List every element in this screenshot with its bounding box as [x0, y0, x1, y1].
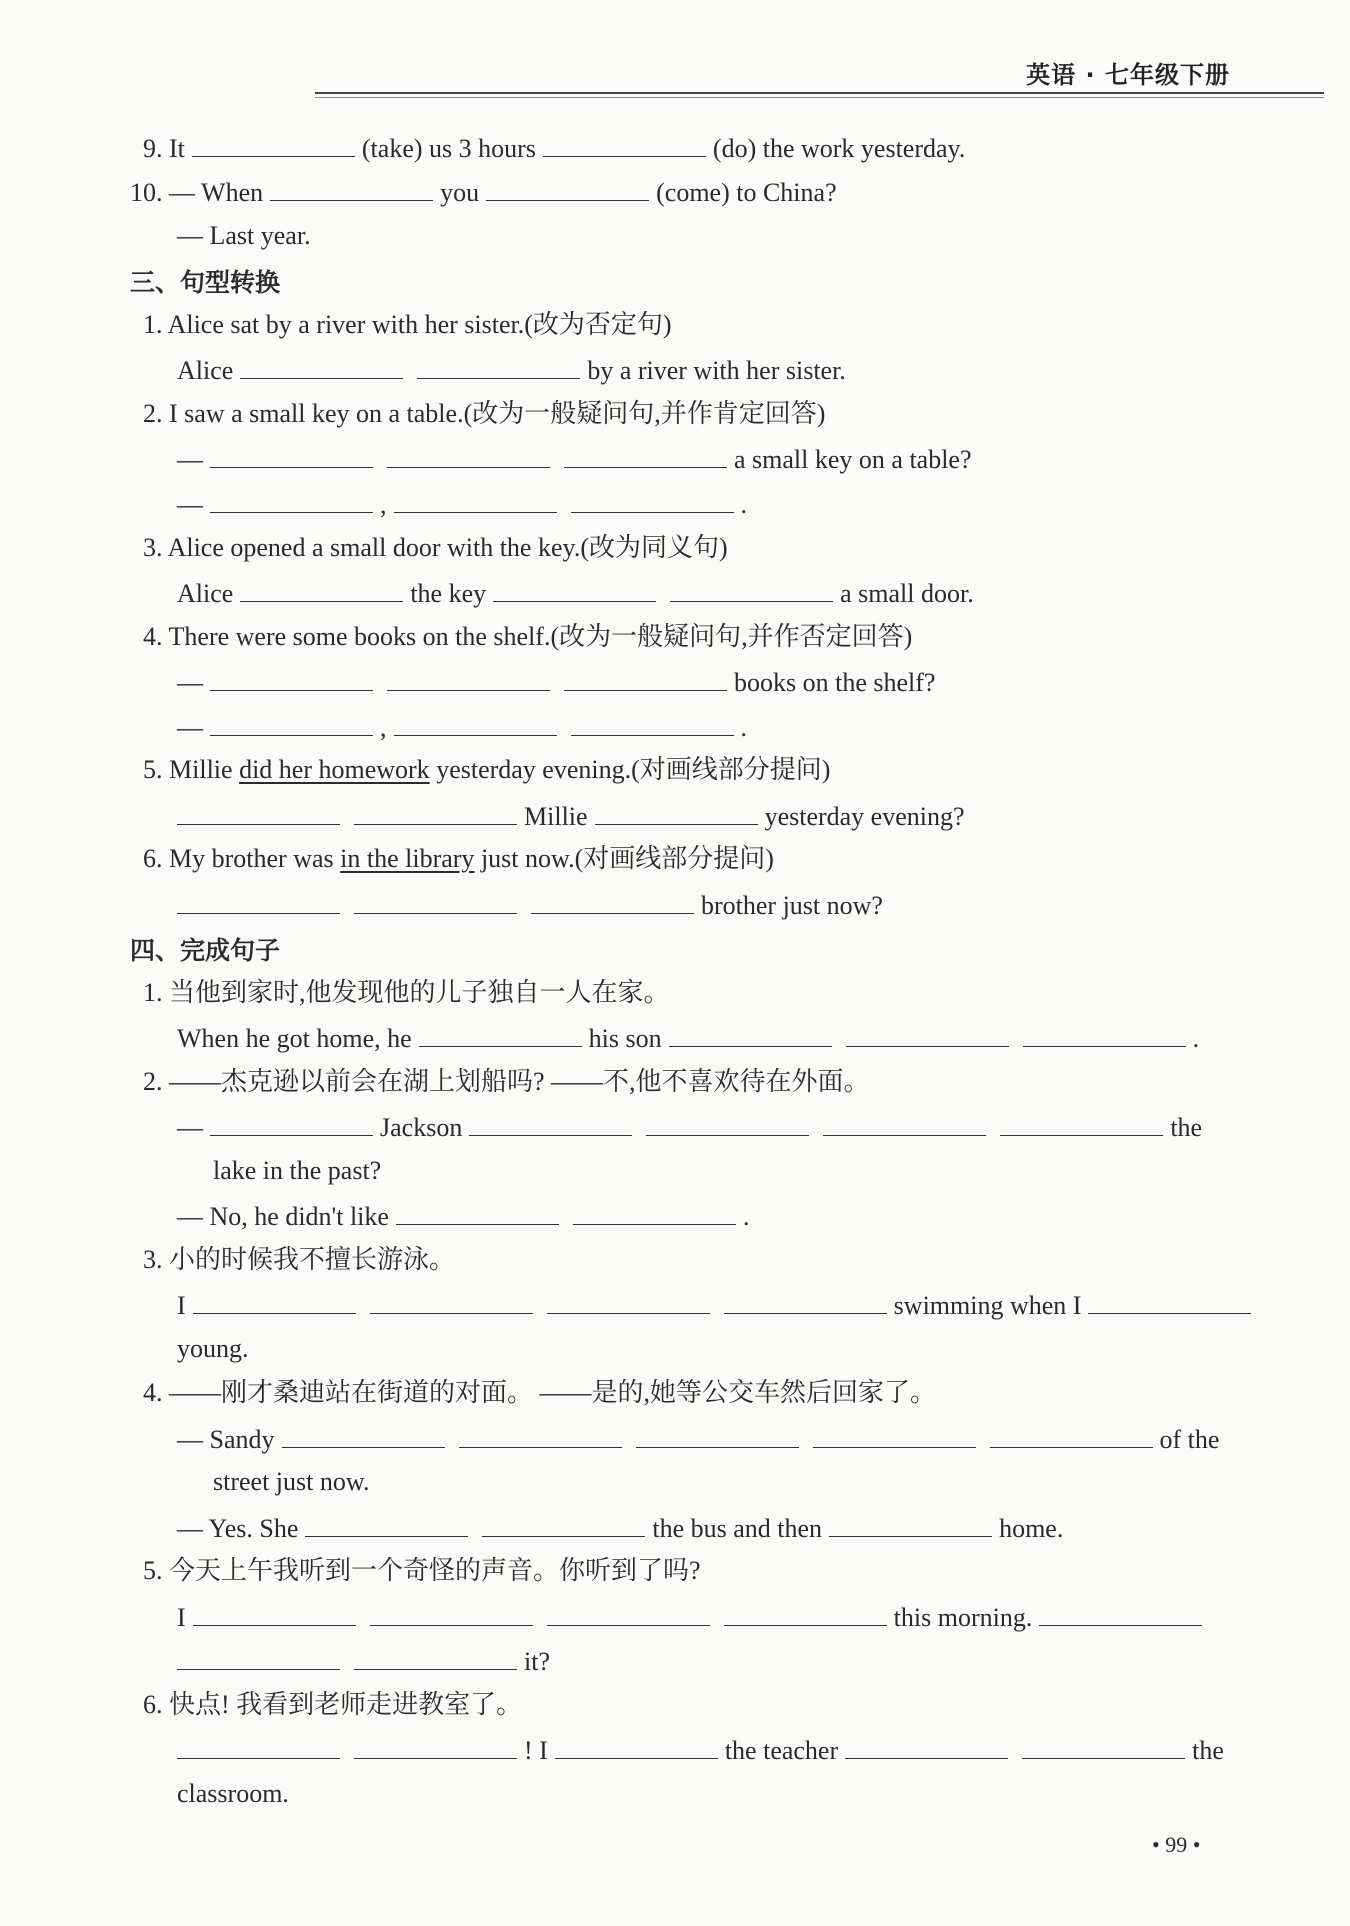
s3-question-2: 2. I saw a small key on a table.(改为一般疑问句,并作肯定回答)	[143, 399, 826, 428]
blank[interactable]	[370, 1287, 533, 1314]
blank[interactable]	[210, 441, 373, 468]
blank[interactable]	[210, 486, 373, 513]
blank[interactable]	[724, 1287, 887, 1314]
s4-answer-6: ! I the teacher the	[170, 1732, 1224, 1768]
blank[interactable]	[1023, 1020, 1186, 1047]
blank[interactable]	[846, 1020, 1009, 1047]
section-heading-4: 四、完成句子	[130, 936, 281, 965]
s3-answer-2a: — a small key on a table?	[177, 441, 972, 477]
question-9: 9. It (take) us 3 hours (do) the work yesterday.	[143, 130, 965, 166]
s4-answer-6-cont: classroom.	[177, 1779, 289, 1808]
blank[interactable]	[823, 1109, 986, 1136]
blank[interactable]	[669, 1020, 832, 1047]
blank[interactable]	[813, 1421, 976, 1448]
s3-question-4: 4. There were some books on the shelf.(改为一般疑问句,并作否定回答)	[143, 622, 913, 651]
header-title: 英语 · 七年级下册	[1026, 61, 1230, 89]
blank[interactable]	[1022, 1732, 1185, 1759]
s3-answer-1: Alice by a river with her sister.	[177, 352, 846, 388]
blank[interactable]	[469, 1109, 632, 1136]
s4-answer-2b: — No, he didn't like .	[177, 1198, 749, 1234]
blank[interactable]	[417, 352, 580, 379]
s4-question-1: 1. 当他到家时,他发现他的儿子独自一人在家。	[143, 978, 670, 1007]
blank[interactable]	[636, 1421, 799, 1448]
blank[interactable]	[486, 174, 649, 201]
blank[interactable]	[829, 1510, 992, 1537]
s3-answer-5: Millie yesterday evening?	[170, 798, 965, 834]
blank[interactable]	[531, 887, 694, 914]
blank[interactable]	[493, 575, 656, 602]
blank[interactable]	[845, 1732, 1008, 1759]
question-10: 10. — When you (come) to China?	[130, 174, 837, 210]
s3-question-3: 3. Alice opened a small door with the key.(改为同义句)	[143, 533, 728, 562]
blank[interactable]	[543, 130, 706, 157]
blank[interactable]	[595, 798, 758, 825]
blank[interactable]	[387, 664, 550, 691]
header-rule-thin	[315, 97, 1324, 98]
s3-answer-2b: — , .	[177, 486, 747, 522]
blank[interactable]	[571, 709, 734, 736]
blank[interactable]	[1000, 1109, 1163, 1136]
blank[interactable]	[419, 1020, 582, 1047]
blank[interactable]	[270, 174, 433, 201]
s4-answer-4b: — Yes. She the bus and then home.	[177, 1510, 1063, 1546]
s4-answer-2a-cont: lake in the past?	[213, 1156, 382, 1185]
s4-answer-4a: — Sandy of the	[177, 1421, 1219, 1457]
blank[interactable]	[555, 1732, 718, 1759]
blank[interactable]	[370, 1599, 533, 1626]
blank[interactable]	[387, 441, 550, 468]
underlined-phrase: in the library	[340, 844, 475, 873]
blank[interactable]	[177, 798, 340, 825]
blank[interactable]	[990, 1421, 1153, 1448]
blank[interactable]	[1039, 1599, 1202, 1626]
s4-answer-4a-cont: street just now.	[213, 1467, 370, 1496]
s3-answer-4a: — books on the shelf?	[177, 664, 935, 700]
blank[interactable]	[210, 664, 373, 691]
s4-answer-1: When he got home, he his son .	[177, 1020, 1199, 1056]
blank[interactable]	[354, 1732, 517, 1759]
blank[interactable]	[547, 1599, 710, 1626]
page-number: • 99 •	[1152, 1832, 1201, 1857]
blank[interactable]	[547, 1287, 710, 1314]
blank[interactable]	[670, 575, 833, 602]
s4-answer-3: I swimming when I	[177, 1287, 1258, 1323]
s4-answer-2a: — Jackson the	[177, 1109, 1202, 1145]
blank[interactable]	[177, 1643, 340, 1670]
s3-answer-3: Alice the key a small door.	[177, 575, 974, 611]
s4-question-2: 2. ——杰克逊以前会在湖上划船吗? ——不,他不喜欢待在外面。	[143, 1067, 870, 1096]
s4-question-4: 4. ——刚才桑迪站在街道的对面。 ——是的,她等公交车然后回家了。	[143, 1378, 937, 1407]
blank[interactable]	[571, 486, 734, 513]
blank[interactable]	[482, 1510, 645, 1537]
blank[interactable]	[354, 1643, 517, 1670]
s3-answer-4b: — , .	[177, 709, 747, 745]
blank[interactable]	[192, 130, 355, 157]
s4-question-5: 5. 今天上午我听到一个奇怪的声音。你听到了吗?	[143, 1556, 701, 1585]
blank[interactable]	[564, 441, 727, 468]
blank[interactable]	[646, 1109, 809, 1136]
blank[interactable]	[564, 664, 727, 691]
blank[interactable]	[282, 1421, 445, 1448]
blank[interactable]	[1088, 1287, 1251, 1314]
blank[interactable]	[394, 486, 557, 513]
blank[interactable]	[177, 887, 340, 914]
blank[interactable]	[305, 1510, 468, 1537]
s4-question-6: 6. 快点! 我看到老师走进教室了。	[143, 1690, 523, 1719]
s4-answer-5b: it?	[170, 1643, 550, 1679]
s3-question-1: 1. Alice sat by a river with her sister.(改为否定句)	[143, 310, 672, 339]
s3-question-6: 6. My brother was in the library just now.(对画线部分提问)	[143, 844, 774, 873]
blank[interactable]	[459, 1421, 622, 1448]
blank[interactable]	[240, 575, 403, 602]
s4-answer-3-cont: young.	[177, 1334, 249, 1363]
blank[interactable]	[240, 352, 403, 379]
underlined-phrase: did her homework	[239, 755, 430, 784]
blank[interactable]	[724, 1599, 887, 1626]
blank[interactable]	[396, 1198, 559, 1225]
blank[interactable]	[193, 1287, 356, 1314]
blank[interactable]	[210, 709, 373, 736]
section-heading-3: 三、句型转换	[130, 268, 281, 297]
blank[interactable]	[177, 1732, 340, 1759]
blank[interactable]	[354, 887, 517, 914]
blank[interactable]	[193, 1599, 356, 1626]
blank[interactable]	[210, 1109, 373, 1136]
s3-question-5: 5. Millie did her homework yesterday evening.(对画线部分提问)	[143, 755, 831, 784]
blank[interactable]	[354, 798, 517, 825]
blank[interactable]	[394, 709, 557, 736]
s3-answer-6: brother just now?	[170, 887, 883, 923]
header-rule	[315, 92, 1324, 94]
s4-question-3: 3. 小的时候我不擅长游泳。	[143, 1245, 456, 1274]
blank[interactable]	[573, 1198, 736, 1225]
s4-answer-5a: I this morning.	[177, 1599, 1209, 1635]
answer-10: — Last year.	[177, 221, 311, 250]
